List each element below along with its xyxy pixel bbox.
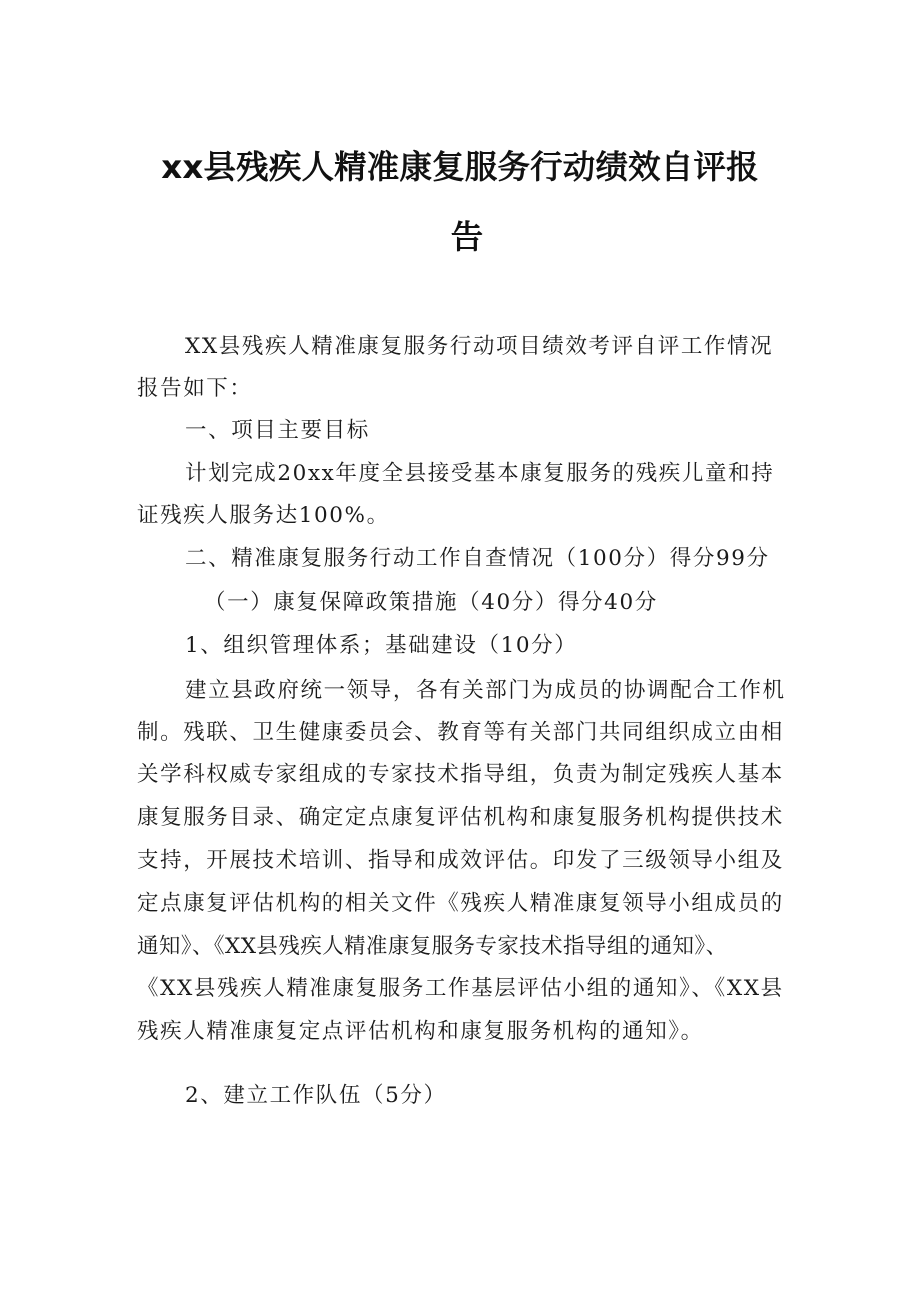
section-heading-2: 二、精准康复服务行动工作自查情况（100分）得分99分 [185,546,770,571]
body-paragraph-line-2: 制。残联、卫生健康委员会、教育等有关部门共同组织成立由相 [137,720,784,745]
section-heading-1: 一、项目主要目标 [185,418,370,443]
intro-paragraph-line-1: XX县残疾人精准康复服务行动项目绩效考评自评工作情况 [185,334,774,359]
target-paragraph-line-2: 证残疾人服务达100%。 [137,503,390,528]
body-paragraph-line-8: 《XX县残疾人精准康复服务工作基层评估小组的通知》、《XX县 [137,976,784,1001]
document-title-line-2: 告 [450,218,470,256]
target-paragraph-line-1: 计划完成20xx年度全县接受基本康复服务的残疾儿童和持 [185,461,775,486]
item-heading-1: 1、组织管理体系；基础建设（10分） [185,633,578,658]
body-paragraph-line-1: 建立县政府统一领导，各有关部门为成员的协调配合工作机 [185,678,786,703]
body-paragraph-line-6: 定点康复评估机构的相关文件《残疾人精准康复领导小组成员的 [137,891,784,916]
intro-paragraph-line-2: 报告如下： [137,376,253,401]
document-title-line-1: xx县残疾人精准康复服务行动绩效自评报 [161,148,759,186]
item-heading-2: 2、建立工作队伍（5分） [185,1083,447,1108]
body-paragraph-line-9: 残疾人精准康复定点评估机构和康复服务机构的通知》。 [137,1019,704,1044]
body-paragraph-line-5: 支持，开展技术培训、指导和成效评估。印发了三级领导小组及 [137,848,784,873]
body-paragraph-line-7: 通知》、《XX县残疾人精准康复服务专家技术指导组的通知》、 [137,934,728,959]
body-paragraph-line-3: 关学科权威专家组成的专家技术指导组，负责为制定残疾人基本 [137,762,784,787]
body-paragraph-line-4: 康复服务目录、确定定点康复评估机构和康复服务机构提供技术 [137,805,784,830]
subsection-heading-1: （一）康复保障政策措施（40分）得分40分 [204,590,658,615]
